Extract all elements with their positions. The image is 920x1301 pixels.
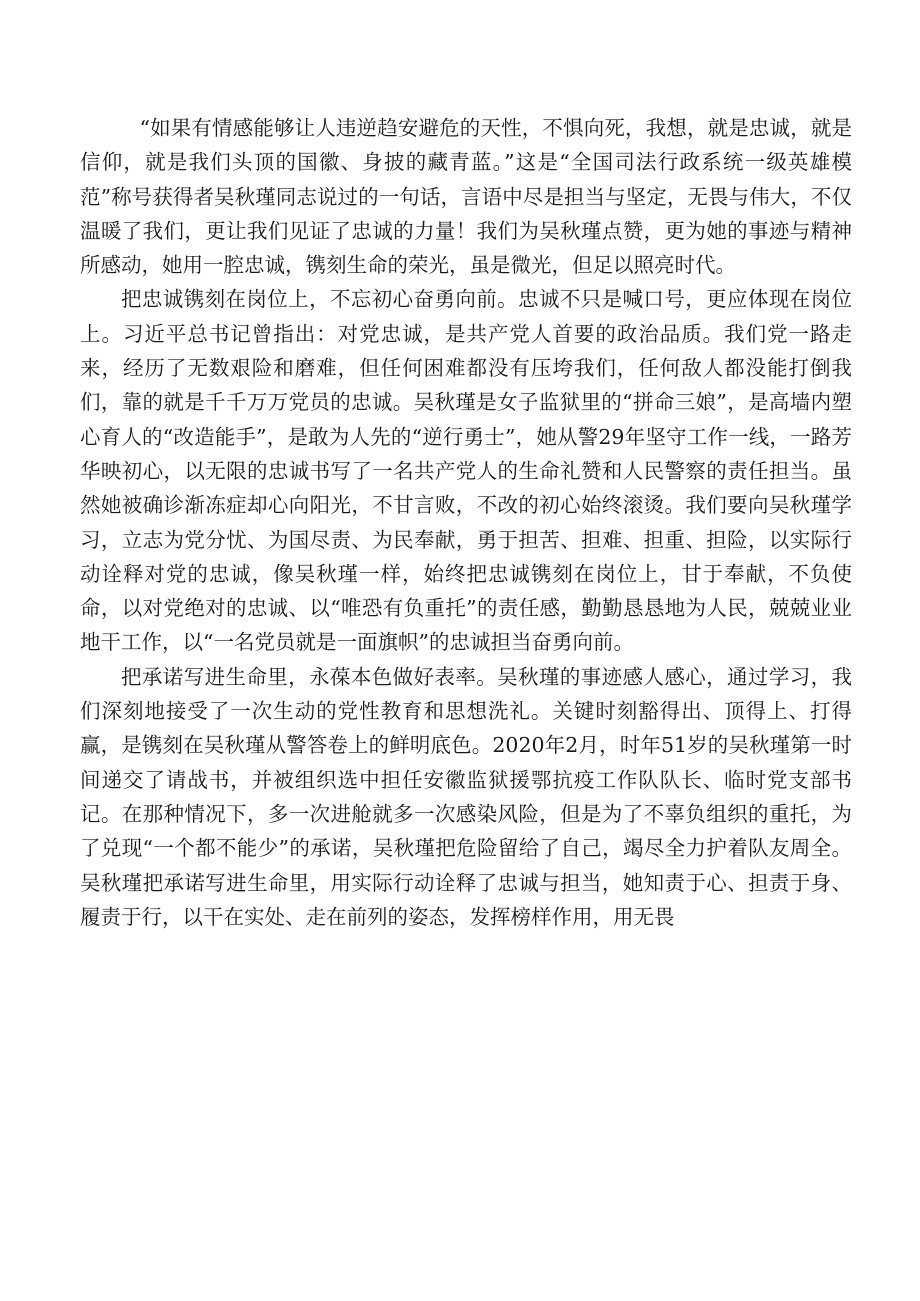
paragraph-loyalty-at-post: 把忠诚镌刻在岗位上，不忘初心奋勇向前。忠诚不只是喊口号，更应体现在岗位上。习近平总书记曾指出：对党忠诚，是共产党人首要的政治品质。我们党一路走来，经历了无数艰险和磨难，但任何困难都没有压垮我们，任何敌人都没能打倒我们，靠的就是千千万万党员的忠诚。吴秋瑾是女子监狱里的“拼命三娘”，是高墙内塑心育人的“改造能手”，是敢为人先的“逆行勇士”，她从警29年坚守工作一线，一路芳华映初心，以无限的忠诚书写了一名共产党人的生命礼赞和人民警察的责任担当。虽然她被确诊渐冻症却心向阳光，不甘言败，不改的初心始终滚烫。我们要向吴秋瑾学习，立志为党分忧、为国尽责、为民奉献，勇于担苦、担难、担重、担险，以实际行动诠释对党的忠诚，像吴秋瑾一样，始终把忠诚镌刻在岗位上，甘于奉献，不负使命，以对党绝对的忠诚、以“唯恐有负重托”的责任感，勤勤恳恳地为人民，兢兢业业地干工作，以“一名党员就是一面旗帜”的忠诚担当奋勇向前。	[80, 287, 852, 655]
article-body	[80, 111, 852, 934]
paragraph-promise-in-life: 把承诺写进生命里，永葆本色做好表率。吴秋瑾的事迹感人感心，通过学习，我们深刻地接受了一次生动的党性教育和思想洗礼。关键时刻豁得出、顶得上、打得赢，是镌刻在吴秋瑾从警答卷上的鲜明底色。2020年2月，时年51岁的吴秋瑾第一时间递交了请战书，并被组织选中担任安徽监狱援鄂抗疫工作队队长、临时党支部书记。在那种情况下，多一次进舱就多一次感染风险，但是为了不辜负组织的重托，为了兑现“一个都不能少”的承诺，吴秋瑾把危险留给了自己，竭尽全力护着队友周全。吴秋瑾把承诺写进生命里，用实际行动诠释了忠诚与担当，她知责于心、担责于身、履责于行，以干在实处、走在前列的姿态，发挥榜样作用，用无畏	[80, 664, 852, 929]
paragraph-intro: “如果有情感能够让人违逆趋安避危的天性，不惧向死，我想，就是忠诚，就是信仰，就是我们头顶的国徽、身披的藏青蓝。”这是“全国司法行政系统一级英雄模范”称号获得者吴秋瑾同志说过的一句话，言语中尽是担当与坚定，无畏与伟大，不仅温暖了我们，更让我们见证了忠诚的力量！我们为吴秋瑾点赞，更为她的事迹与精神所感动，她用一腔忠诚，镌刻生命的荣光，虽是微光，但足以照亮时代。	[80, 116, 852, 278]
